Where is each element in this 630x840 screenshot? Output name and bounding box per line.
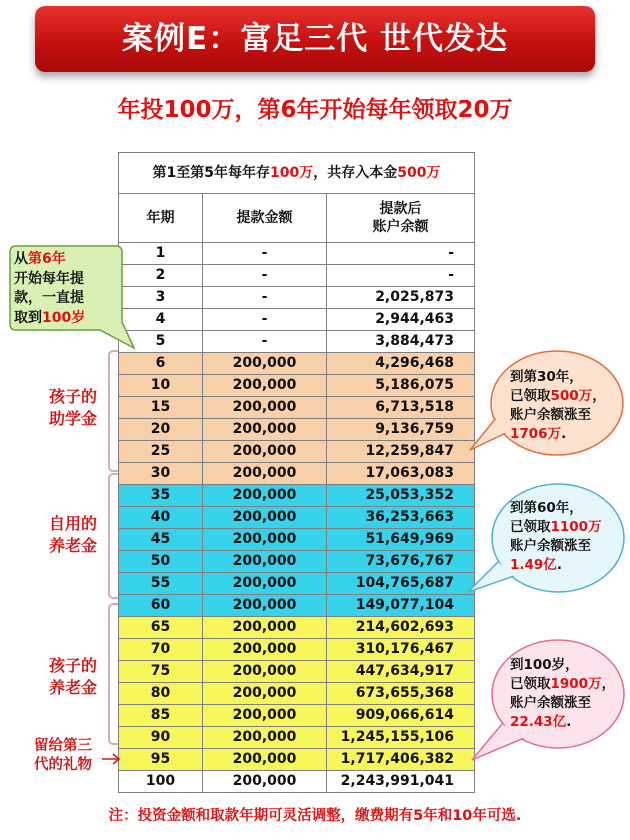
- cell-balance: 9,136,759: [327, 419, 475, 441]
- table-row: [119, 353, 475, 375]
- cell-balance: 73,676,767: [327, 551, 475, 573]
- cell-year: 80: [119, 683, 203, 705]
- cell-year: 20: [119, 419, 203, 441]
- cell-withdraw: 200,000: [203, 749, 327, 771]
- cell-year: 4: [119, 309, 203, 331]
- cell-balance: 4,296,468: [327, 353, 475, 375]
- cell-balance: 17,063,083: [327, 463, 475, 485]
- cell-year: 5: [119, 331, 203, 353]
- cell-balance: 310,176,467: [327, 639, 475, 661]
- cell-balance: 214,602,693: [327, 617, 475, 639]
- table-row: [119, 551, 475, 573]
- label-children-study: 孩子的 助学金: [48, 387, 97, 428]
- cell-withdraw: -: [203, 265, 327, 287]
- subtitle: 年投100万，第6年开始每年领取20万: [117, 97, 513, 123]
- label-self-pension: 自用的 养老金: [48, 514, 97, 555]
- table-row: [119, 485, 475, 507]
- table-row: [119, 331, 475, 353]
- cell-balance: 149,077,104: [327, 595, 475, 617]
- intro-amount-yearly: 100万: [270, 165, 314, 181]
- footnote: 注：投资金额和取款年期可灵活调整，缴费期有5年和10年可选.: [108, 808, 522, 824]
- cell-year: 10: [119, 375, 203, 397]
- cell-withdraw: 200,000: [203, 573, 327, 595]
- arrow-icon: [102, 752, 124, 766]
- table-row: [119, 617, 475, 639]
- cell-year: 100: [119, 771, 203, 793]
- cell-balance: 51,649,969: [327, 529, 475, 551]
- cell-withdraw: 200,000: [203, 727, 327, 749]
- cell-balance: 12,259,847: [327, 441, 475, 463]
- table-row: [119, 287, 475, 309]
- bracket-study: [108, 350, 118, 472]
- table-row: [119, 771, 475, 793]
- table-row: [119, 375, 475, 397]
- cell-withdraw: 200,000: [203, 771, 327, 793]
- table-row: [119, 727, 475, 749]
- cell-year: 90: [119, 727, 203, 749]
- table-row: [119, 243, 475, 265]
- intro-amount-total: 500万: [397, 165, 441, 181]
- cell-balance: 5,186,075: [327, 375, 475, 397]
- cell-balance: 1,245,155,106: [327, 727, 475, 749]
- cell-withdraw: 200,000: [203, 683, 327, 705]
- table-row: [119, 573, 475, 595]
- cell-year: 30: [119, 463, 203, 485]
- callout-start-withdraw-text: 从第6年 开始每年提 款，一直提 取到100岁: [14, 251, 86, 326]
- cell-withdraw: 200,000: [203, 639, 327, 661]
- cell-withdraw: 200,000: [203, 705, 327, 727]
- intro-text-1: 第1至第5年每年存: [152, 165, 271, 181]
- cell-balance: -: [327, 265, 475, 287]
- cell-year: 55: [119, 573, 203, 595]
- table-row: [119, 683, 475, 705]
- callout-year-30-text: 到第30年， 已领取500万， 账户余额涨至 1706万.: [510, 369, 606, 442]
- table-row: [119, 705, 475, 727]
- cell-year: 40: [119, 507, 203, 529]
- table-row: [119, 419, 475, 441]
- cell-withdraw: 200,000: [203, 507, 327, 529]
- cell-balance: 2,243,991,041: [327, 771, 475, 793]
- cell-year: 95: [119, 749, 203, 771]
- table-intro-row: [119, 153, 475, 194]
- cell-withdraw: 200,000: [203, 441, 327, 463]
- cell-balance: 673,655,368: [327, 683, 475, 705]
- cell-balance: 3,884,473: [327, 331, 475, 353]
- col-header-year: 年期: [119, 194, 203, 243]
- label-children-pension: 孩子的 养老金: [48, 656, 97, 697]
- cell-year: 35: [119, 485, 203, 507]
- cell-year: 85: [119, 705, 203, 727]
- cell-withdraw: -: [203, 309, 327, 331]
- intro-text-2: ，共存入本金: [313, 165, 398, 181]
- cell-withdraw: 200,000: [203, 661, 327, 683]
- table-row: [119, 463, 475, 485]
- cell-year: 50: [119, 551, 203, 573]
- cell-withdraw: 200,000: [203, 485, 327, 507]
- cell-year: 45: [119, 529, 203, 551]
- table-intro: [119, 153, 475, 194]
- table-header-row: [119, 194, 475, 243]
- cell-balance: 25,053,352: [327, 485, 475, 507]
- callout-year-60-text: 到第60年， 已领取1100万 账户余额涨至 1.49亿.: [510, 500, 602, 573]
- cell-withdraw: -: [203, 287, 327, 309]
- cell-withdraw: 200,000: [203, 551, 327, 573]
- cell-year: 65: [119, 617, 203, 639]
- cell-withdraw: 200,000: [203, 617, 327, 639]
- cell-balance: -: [327, 243, 475, 265]
- col-header-withdraw: 提款金额: [203, 194, 327, 243]
- cell-year: 60: [119, 595, 203, 617]
- cell-withdraw: 200,000: [203, 529, 327, 551]
- cell-balance: 909,066,614: [327, 705, 475, 727]
- cell-withdraw: 200,000: [203, 595, 327, 617]
- projection-table: [118, 152, 475, 793]
- cell-year: 2: [119, 265, 203, 287]
- cell-withdraw: -: [203, 243, 327, 265]
- cell-year: 15: [119, 397, 203, 419]
- table-row: [119, 397, 475, 419]
- cell-balance: 1,717,406,382: [327, 749, 475, 771]
- callout-age-100-text: 到100岁， 已领取1900万， 账户余额涨至 22.43亿.: [510, 657, 616, 730]
- table-row: [119, 661, 475, 683]
- cell-withdraw: 200,000: [203, 463, 327, 485]
- table-row: [119, 529, 475, 551]
- bracket-children-pension: [108, 603, 118, 745]
- table-row: [119, 265, 475, 287]
- cell-balance: 104,765,687: [327, 573, 475, 595]
- cell-withdraw: 200,000: [203, 353, 327, 375]
- table-row: [119, 507, 475, 529]
- table-row: [119, 309, 475, 331]
- cell-balance: 2,944,463: [327, 309, 475, 331]
- title-banner: [35, 6, 595, 72]
- col-header-balance: 提款后 账户余额: [327, 194, 475, 243]
- table-row: [119, 639, 475, 661]
- cell-balance: 2,025,873: [327, 287, 475, 309]
- page-title: 案例E：富足三代 世代发达: [122, 21, 508, 57]
- cell-year: 6: [119, 353, 203, 375]
- table-row: [119, 749, 475, 771]
- cell-balance: 6,713,518: [327, 397, 475, 419]
- table-row: [119, 595, 475, 617]
- cell-year: 3: [119, 287, 203, 309]
- cell-withdraw: 200,000: [203, 375, 327, 397]
- cell-withdraw: 200,000: [203, 419, 327, 441]
- label-third-gen-gift: 留给第三 代的礼物: [34, 738, 92, 773]
- bracket-self-pension: [108, 473, 118, 599]
- cell-balance: 36,253,663: [327, 507, 475, 529]
- cell-balance: 447,634,917: [327, 661, 475, 683]
- cell-year: 25: [119, 441, 203, 463]
- table-row: [119, 441, 475, 463]
- cell-withdraw: 200,000: [203, 397, 327, 419]
- cell-year: 75: [119, 661, 203, 683]
- cell-withdraw: -: [203, 331, 327, 353]
- cell-year: 1: [119, 243, 203, 265]
- cell-year: 70: [119, 639, 203, 661]
